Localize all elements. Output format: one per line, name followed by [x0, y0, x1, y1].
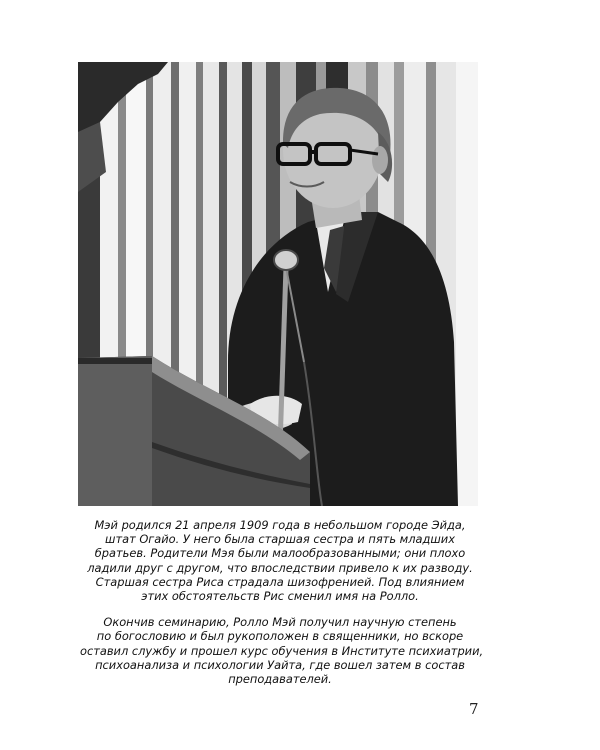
- photo-caption: [80, 518, 484, 687]
- caption-line: по богословию и был рукоположен в священники, но вскоре: [96, 629, 464, 644]
- caption-line: этих обстоятельств Рис сменил имя на Ролло.: [141, 589, 419, 604]
- caption-line: Мэй родился 21 апреля 1909 года в небольшом городе Эйда,: [94, 518, 466, 532]
- speaker-photo: [78, 62, 478, 506]
- caption-line: Окончив семинарию, Ролло Мэй получил научную степень: [103, 615, 457, 630]
- caption-line: Старшая сестра Риса страдала шизофренией. Под влиянием: [95, 574, 465, 589]
- speaker-photo-illustration: [78, 62, 478, 506]
- caption-line: штат Огайо. У него была старшая сестра и пять младших: [105, 532, 455, 547]
- caption-line: преподавателей.: [228, 672, 332, 687]
- caption-line: ладили друг с другом, что впоследствии привело к их разводу.: [87, 560, 473, 575]
- caption-line: психоанализа и психологии Уайта, где вошел затем в состав: [95, 657, 465, 672]
- caption-line: оставил службу и прошел курс обучения в Институте психиатрии,: [80, 643, 484, 658]
- caption-line: братьев. Родители Мэя были малообразованными; они плохо: [94, 546, 466, 561]
- page-number: 7: [469, 700, 479, 718]
